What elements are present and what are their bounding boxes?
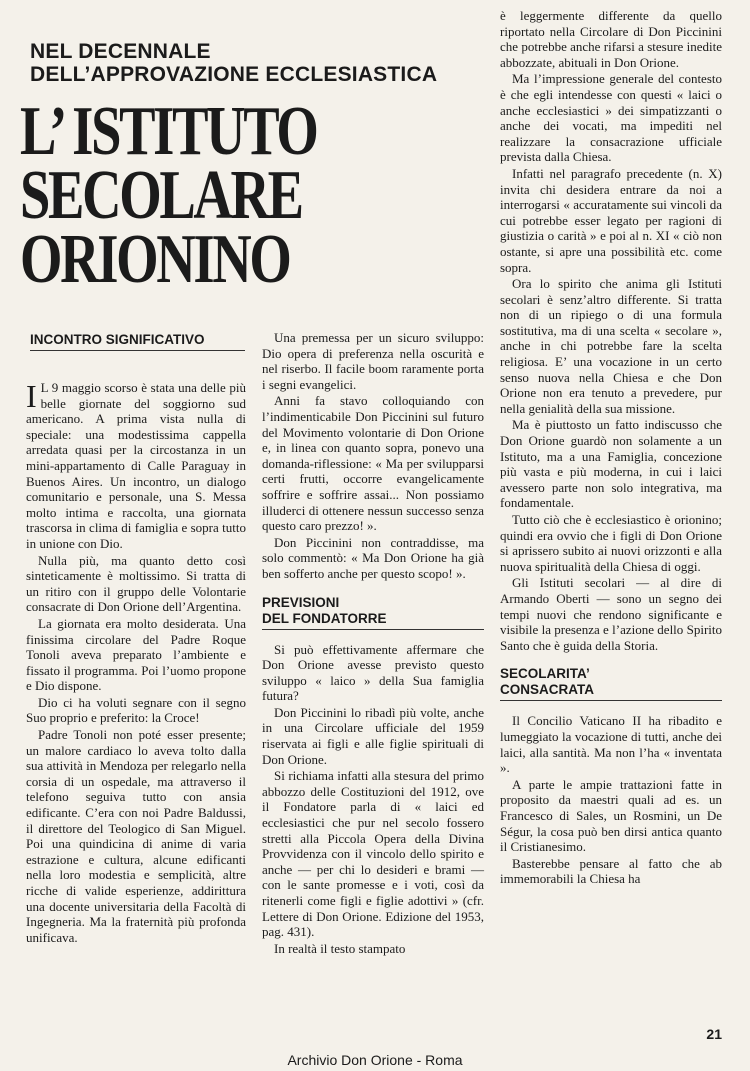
paragraph: Dio ci ha voluti segnare con il segno Suo proprio e preferito: la Croce! bbox=[26, 694, 246, 726]
paragraph: Don Piccinini lo ribadì più volte, anche in una Circolare ufficiale del 1959 riservata ai figli e alle figlie spirituali di Don Orione. bbox=[262, 704, 484, 767]
title-line-2: SECOLARE bbox=[20, 157, 302, 234]
paragraph bbox=[26, 380, 246, 552]
section-heading-secolarita bbox=[500, 666, 722, 701]
paragraph: Don Piccinini non contraddisse, ma solo commentò: « Ma Don Orione ha già ben sofferto anche per questo scopo! ». bbox=[262, 534, 484, 581]
paragraph: Padre Tonoli non poté esser presente; un malore cardiaco lo aveva tolto dalla sua attività in Mendoza per relegarlo nella corsia di un ospedale, ma attraverso il telefono seguiva tutto con ansia edificante. C’era con noi Padre Baldussi, il direttore del Teologico di San Miguel. Poi una quindicina di anime di varia estrazione e cultura, alcune edificanti nella loro modestia e semplicità, altre ricche di valide esperienze, addirittura una docente universitaria della Facoltà di Ingegneria. Ma la fraternità più profonda unificava. bbox=[26, 727, 246, 945]
kicker-line-1: NEL DECENNALE bbox=[30, 40, 211, 63]
paragraph: Il Concilio Vaticano II ha ribadito e lumeggiato la vocazione di tutti, anche dei laici, alla santità. Ma non l’ha « inventata ». bbox=[500, 713, 722, 776]
heading-line-2: DEL FONDATORRE bbox=[262, 610, 387, 626]
heading-line-1: SECOLARITA’ bbox=[500, 666, 590, 682]
column-2 bbox=[262, 330, 484, 957]
heading-line-1: PREVISIONI bbox=[262, 594, 340, 610]
column-1 bbox=[26, 380, 246, 946]
paragraph: Si può effettivamente affermare che Don Orione avesse previsto questo sviluppo « laico » della Sua famiglia futura? bbox=[262, 641, 484, 704]
paragraph: Ma l’impressione generale del contesto è che egli intendesse con questi « laici o anche ecclesiastici » dei simpatizzanti o anche dei vocati, ma impediti nel realizzare la consacrazione ufficiale prevista dalla Chiesa. bbox=[500, 71, 722, 165]
paragraph: Nulla più, ma quanto detto così sinteticamente è moltissimo. Si tratta di un ritiro con il gruppo delle Volontarie consacrate di Don Orione dell’Argentina. bbox=[26, 552, 246, 615]
heading-line-2: CONSACRATA bbox=[500, 682, 594, 698]
paragraph: Tutto ciò che è ecclesiastico è orionino; quindi era ovvio che i figli di Don Orione si aprissero subito ai nuovi orizzonti e alla nuova spiritualità della Chiesa di oggi. bbox=[500, 512, 722, 574]
section-heading-incontro: INCONTRO SIGNIFICATIVO bbox=[30, 332, 245, 351]
title-line-1: L’ ISTITUTO bbox=[20, 93, 317, 170]
paragraph: La giornata era molto desiderata. Una finissima circolare del Padre Roque Tonoli aveva preparato l’ambiente e fissato il programma. Poi l’uomo propone e Dio dispone. bbox=[26, 615, 246, 694]
paragraph: Infatti nel paragrafo precedente (n. X) invita chi desidera entrare da noi a interrogarsi « accuratamente sui vincoli da cui potrebbe esser legato per ragioni di giustizia o carità » e poi al n. XI « ciò non ostante, si apre una possibilità etc. come sopra. bbox=[500, 165, 722, 275]
paragraph-text: L 9 maggio scorso è stata una delle più belle giornate del soggiorno sud americano. A prima vista nulla di speciale: una modestissima cappella arredata quasi per la circostanza in un mini-appartamento di Calle Paraguay in Buenos Aires. Un incontro, un dialogo comunitario e personale, una S. Messa molto intima e raccolta, una giornata trascorsa in clima di famiglia e sopra tutto in unione con Dio. bbox=[26, 380, 246, 551]
article-title bbox=[20, 93, 317, 298]
paragraph: Ma è piuttosto un fatto indiscusso che Don Orione guardò non solamente a un Istituto, ma a una Famiglia, concezione più vasta e più moderna, in cui i laici avessero parte non solo integrativa, ma fondamentale. bbox=[500, 417, 722, 511]
article-kicker bbox=[30, 40, 500, 86]
paragraph: Anni fa stavo colloquiando con l’indimenticabile Don Piccinini sul futuro del Movimento volontarie di Don Orione e, in linea con quanto sopra, ponevo una domanda-riflessione: « Ma per svilupparsi certi frutti, occorre evangelicamente soffrire e soffrire assai... Non possiamo illuderci di ottenere nessun successo senza questo caro prezzo! ». bbox=[262, 393, 484, 534]
archive-caption: Archivio Don Orione - Roma bbox=[287, 1052, 463, 1068]
paragraph: In realtà il testo stampato bbox=[274, 940, 406, 956]
title-line-3: ORIONINO bbox=[20, 221, 290, 298]
paragraph: è leggermente differente da quello riportato nella Circolare di Don Piccinini che potrebbe anche rifarsi a stesure inedite abbozzate, abituali in Don Orione. bbox=[500, 8, 722, 70]
section-heading-previsioni bbox=[262, 595, 484, 630]
paragraph: Basterebbe pensare al fatto che ab immemorabili la Chiesa ha bbox=[500, 855, 722, 887]
paragraph: Si richiama infatti alla stesura del primo abbozzo delle Costituzioni del 1912, ove il Fondatore parla di « laici ed ecclesiastici che pur nel secolo fossero stretti alla Piccola Opera della Divina Provvidenza con il vincolo dello spirito e anche — per chi lo desideri e brami — con le sante promesse e i voti, così da ritenerli come figli e figlie adottivi » (cfr. Lettere di Don Orione. Edizione del 1953, pag. 431). bbox=[262, 768, 484, 940]
paragraph: Gli Istituti secolari — al dire di Armando Oberti — sono un segno dei tempi nuovi che rendono significante e visibile la presenza e l’azione dello Spirito Santo che è guida della Storia. bbox=[500, 575, 722, 653]
page-number: 21 bbox=[706, 1026, 722, 1042]
paragraph: A parte le ampie trattazioni fatte in proposito da maestri quali ad es. un Francesco di Sales, un Rosmini, un De Ségur, la cosa può ben dirsi antica quanto il Cristianesimo. bbox=[500, 776, 722, 855]
paragraph: Una premessa per un sicuro sviluppo: Dio opera di preferenza nella oscurità e nel riserbo. Il facile boom raramente porta i segni evangelici. bbox=[262, 330, 484, 392]
column-3 bbox=[500, 8, 722, 888]
kicker-line-2: DELL’APPROVAZIONE ECCLESIASTICA bbox=[30, 63, 438, 86]
drop-cap: I bbox=[26, 378, 37, 414]
paragraph: Ora lo spirito che anima gli Istituti secolari è senz’altro differente. Si tratta non di un ripiego o di una formula sostitutiva, ma di una scelta « secolare », anche in chi potrebbe fare la scelta religiosa. E’ una vocazione in un certo senso nuova nella Chiesa e che Don Orione non era tenuto a prevedere, pur nella genialità della sua missione. bbox=[500, 276, 722, 416]
